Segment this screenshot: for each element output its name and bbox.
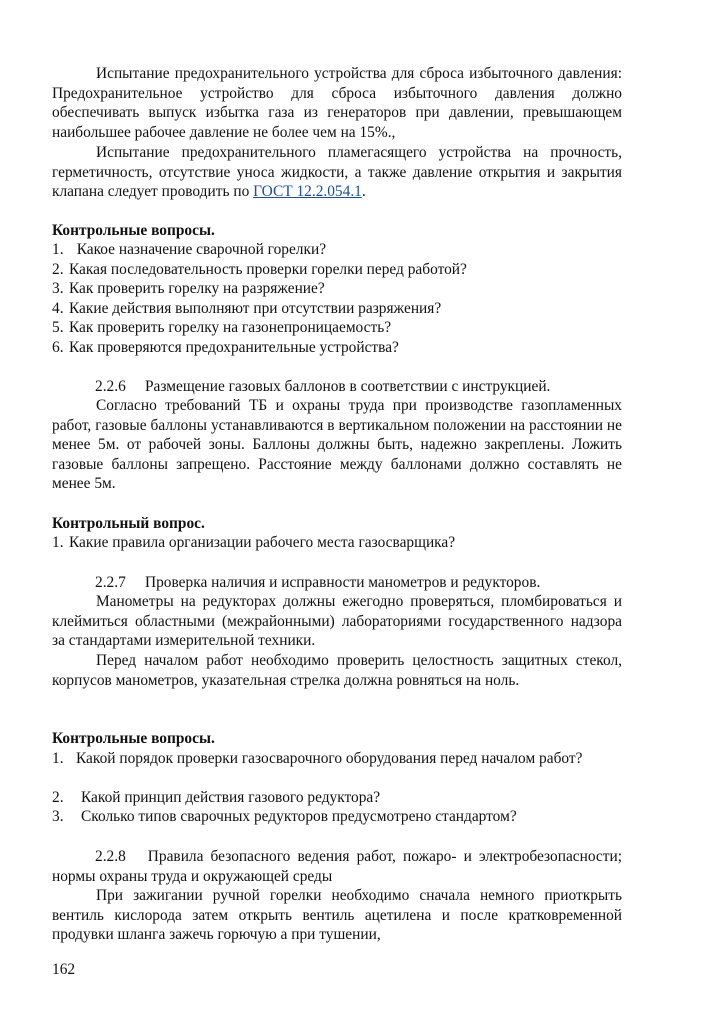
list-item-text: Как проверить горелку на газонепроницаемость? (69, 319, 392, 336)
list-item-text: Какой порядок проверки газосварочного оборудования перед началом работ? (76, 750, 583, 767)
paragraph-gauge-check: Перед началом работ необходимо проверить целостность защитных стекол, корпусов манометров, указательная стрелка должна ровняться на ноль. (52, 652, 622, 689)
list-item (52, 260, 622, 280)
list-item (52, 240, 622, 260)
paragraph-flame-arrester-text: Испытание предохранительного пламегасящего устройства на прочность, герметичность, отсутствие уноса жидкости, а также давление открытия и закрытия клапана следует проводить по (52, 144, 622, 200)
paragraph-pressure-relief: Испытание предохранительного устройства для сброса избыточного давления: Предохранительное устройство для сброса избыточного давления должно обеспечивать выпуск избытка газа из генераторов при давлении, превышающем наибольшее рабочее давление не более чем на 15%., (52, 65, 622, 141)
list-item (52, 749, 622, 769)
list-item (52, 807, 622, 827)
paragraph-torch-ignition: При зажигании ручной горелки необходимо сначала немного приоткрыть вентиль кислорода затем открыть вентиль ацетилена и после кратковременной продувки шланга зажечь горючую а при тушении, (52, 887, 622, 943)
list-item-text: Какой принцип действия газового редуктора? (81, 789, 381, 806)
paragraph-manometers: Манометры на редукторах должны ежегодно проверяться, пломбироваться и клеймиться областными (межрайонными) лабораториями государственного надзора за стандартами измерительной техники. (52, 593, 622, 649)
list-item-number: 5. (52, 319, 64, 336)
list-item-number: 2. (52, 789, 64, 806)
list-item-number: 1. (52, 241, 64, 258)
list-item-text: Как проверить горелку на разряжение? (69, 280, 325, 297)
paragraph-gas-cylinders: Согласно требований ТБ и охраны труда при производстве газопламенных работ, газовые баллоны устанавливаются в вертикальном положении на расстоянии не менее 5м. от рабочей зоны. Баллоны должны быть, надежно закреплены. Ложить газовые баллоны запрещено. Расстояние между баллонами должно составлять не менее 5м. (52, 397, 622, 492)
list-item-text: Какая последовательность проверки горелки перед работой? (69, 261, 467, 278)
section-title: Проверка наличия и исправности манометров и редукторов. (145, 574, 541, 591)
list-item (52, 533, 622, 553)
list-item-number: 6. (52, 339, 64, 356)
list-item-text: Как проверяются предохранительные устройства? (69, 339, 399, 356)
list-item-text: Какое назначение сварочной горелки? (76, 241, 327, 258)
section-heading-2-2-8 (52, 847, 622, 886)
control-question-heading-2: Контрольный вопрос. (52, 515, 205, 532)
list-item-text: Какие правила организации рабочего места газосварщика? (69, 534, 456, 551)
list-item-number: 2. (52, 261, 64, 278)
list-item-number: 1. (52, 750, 64, 767)
section-number: 2.2.8 (95, 848, 126, 865)
paragraph-flame-arrester-end: . (361, 183, 366, 200)
section-title: Правила безопасного ведения работ, пожаро- и электробезопасности; нормы охраны труда и окружающей среды (52, 848, 622, 885)
control-questions-heading-3: Контрольные вопросы. (52, 730, 215, 747)
list-item-text: Какие действия выполняют при отсутствии разряжения? (69, 300, 442, 317)
list-item (52, 338, 622, 358)
list-item-number: 3. (52, 808, 64, 825)
section-heading-2-2-7 (95, 573, 540, 593)
list-item (52, 318, 622, 338)
list-item-number: 4. (52, 300, 64, 317)
section-number: 2.2.6 (95, 378, 126, 395)
list-item (52, 788, 622, 808)
list-item-number: 3. (52, 280, 64, 297)
section-title: Размещение газовых баллонов в соответствии с инструкцией. (145, 378, 551, 395)
list-item (52, 299, 622, 319)
paragraph-flame-arrester (52, 143, 622, 202)
page-number: 162 (52, 961, 76, 978)
control-questions-heading-1: Контрольные вопросы. (52, 222, 215, 239)
list-item-text: Сколько типов сварочных редукторов предусмотрено стандартом? (81, 808, 517, 825)
list-item-number: 1. (52, 534, 64, 551)
list-item (52, 279, 622, 299)
section-number: 2.2.7 (95, 574, 126, 591)
gost-link[interactable]: ГОСТ 12.2.054.1 (253, 183, 362, 200)
section-heading-2-2-6 (95, 377, 550, 397)
